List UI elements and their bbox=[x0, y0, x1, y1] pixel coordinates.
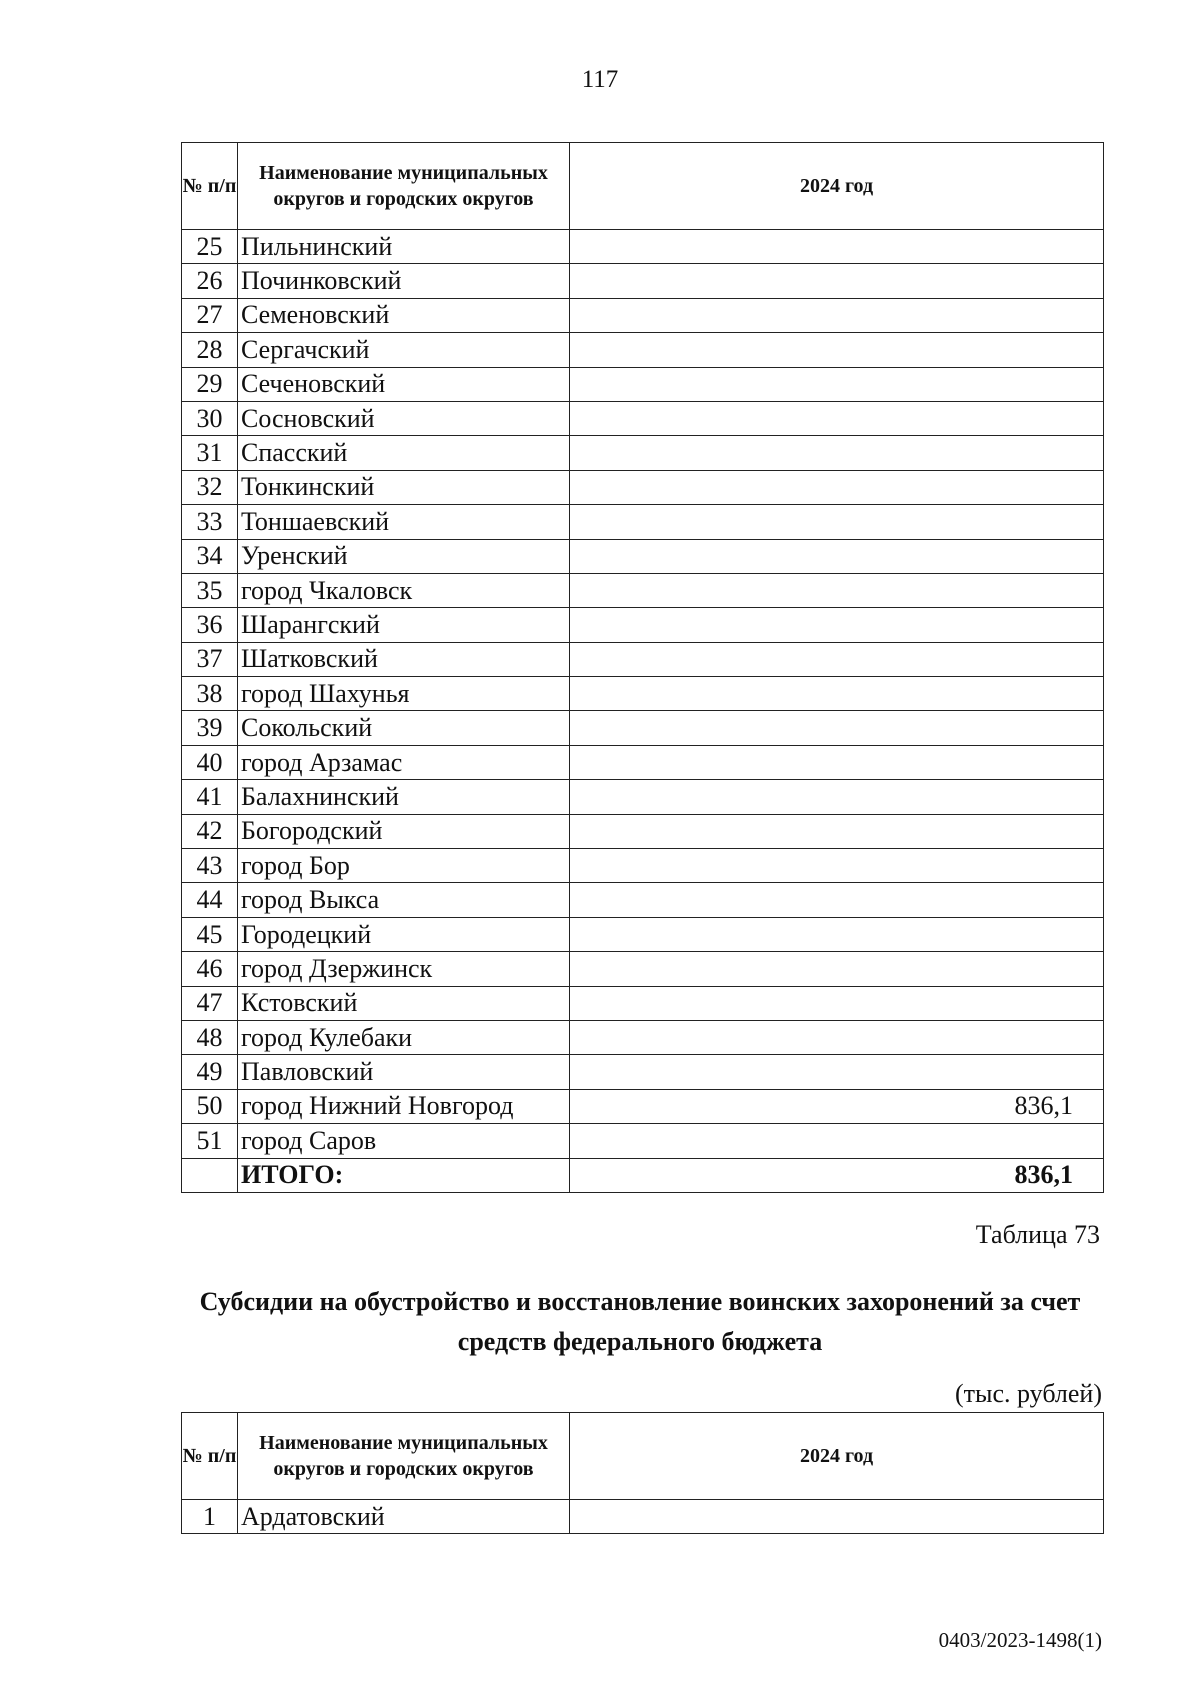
row-number: 33 bbox=[182, 505, 238, 539]
total-value: 836,1 bbox=[570, 1158, 1104, 1192]
row-value bbox=[570, 849, 1104, 883]
table-row bbox=[182, 849, 1104, 883]
row-value bbox=[570, 401, 1104, 435]
row-district-name: Сеченовский bbox=[238, 367, 570, 401]
row-district-name: город Дзержинск bbox=[238, 952, 570, 986]
row-number: 36 bbox=[182, 608, 238, 642]
header-name: Наименование муниципальных округов и городских округов bbox=[238, 1413, 570, 1500]
table-row bbox=[182, 814, 1104, 848]
row-value bbox=[570, 367, 1104, 401]
row-number: 50 bbox=[182, 1089, 238, 1123]
table-row bbox=[182, 677, 1104, 711]
row-number: 51 bbox=[182, 1124, 238, 1158]
total-label: ИТОГО: bbox=[238, 1158, 570, 1192]
row-number: 42 bbox=[182, 814, 238, 848]
table-label: Таблица 73 bbox=[975, 1220, 1100, 1249]
document-code: 0403/2023-1498(1) bbox=[938, 1628, 1102, 1652]
row-value bbox=[570, 470, 1104, 504]
row-value bbox=[570, 298, 1104, 332]
row-value bbox=[570, 333, 1104, 367]
table-row bbox=[182, 642, 1104, 676]
row-district-name: Богородский bbox=[238, 814, 570, 848]
header-year: 2024 год bbox=[570, 143, 1104, 230]
table-row bbox=[182, 539, 1104, 573]
header-name: Наименование муниципальных округов и городских округов bbox=[238, 143, 570, 230]
header-num: № п/п bbox=[182, 143, 238, 230]
row-district-name: город Арзамас bbox=[238, 745, 570, 779]
table-row bbox=[182, 264, 1104, 298]
row-district-name: Шарангский bbox=[238, 608, 570, 642]
row-number: 38 bbox=[182, 677, 238, 711]
row-number: 40 bbox=[182, 745, 238, 779]
row-district-name: Балахнинский bbox=[238, 780, 570, 814]
table-header-row bbox=[182, 143, 1104, 230]
table-row bbox=[182, 780, 1104, 814]
row-number: 39 bbox=[182, 711, 238, 745]
table-row bbox=[182, 1500, 1104, 1534]
row-number: 35 bbox=[182, 573, 238, 607]
table-row bbox=[182, 401, 1104, 435]
row-number: 49 bbox=[182, 1055, 238, 1089]
row-value bbox=[570, 677, 1104, 711]
row-district-name: Починковский bbox=[238, 264, 570, 298]
row-number: 46 bbox=[182, 952, 238, 986]
table-row bbox=[182, 986, 1104, 1020]
row-value bbox=[570, 883, 1104, 917]
table-row bbox=[182, 505, 1104, 539]
row-district-name: город Шахунья bbox=[238, 677, 570, 711]
table-row bbox=[182, 883, 1104, 917]
row-value bbox=[570, 986, 1104, 1020]
table-row bbox=[182, 1124, 1104, 1158]
row-value bbox=[570, 436, 1104, 470]
row-value bbox=[570, 642, 1104, 676]
row-number: 34 bbox=[182, 539, 238, 573]
table-row bbox=[182, 298, 1104, 332]
row-value bbox=[570, 230, 1104, 264]
header-year: 2024 год bbox=[570, 1413, 1104, 1500]
row-number: 30 bbox=[182, 401, 238, 435]
row-value bbox=[570, 780, 1104, 814]
table-row bbox=[182, 436, 1104, 470]
row-district-name: город Выкса bbox=[238, 883, 570, 917]
row-number: 31 bbox=[182, 436, 238, 470]
row-value bbox=[570, 1124, 1104, 1158]
row-value bbox=[570, 573, 1104, 607]
row-district-name: Спасский bbox=[238, 436, 570, 470]
row-value bbox=[570, 608, 1104, 642]
row-district-name: Павловский bbox=[238, 1055, 570, 1089]
total-row bbox=[182, 1158, 1104, 1192]
row-value bbox=[570, 814, 1104, 848]
table-row bbox=[182, 1089, 1104, 1123]
row-number: 41 bbox=[182, 780, 238, 814]
row-number: 47 bbox=[182, 986, 238, 1020]
row-district-name: Тоншаевский bbox=[238, 505, 570, 539]
table-row bbox=[182, 745, 1104, 779]
table-row bbox=[182, 1055, 1104, 1089]
row-district-name: город Чкаловск bbox=[238, 573, 570, 607]
row-district-name: город Бор bbox=[238, 849, 570, 883]
table-row bbox=[182, 952, 1104, 986]
row-value bbox=[570, 539, 1104, 573]
row-value: 836,1 bbox=[570, 1089, 1104, 1123]
table-row bbox=[182, 230, 1104, 264]
row-number: 48 bbox=[182, 1020, 238, 1054]
row-number: 32 bbox=[182, 470, 238, 504]
row-number: 43 bbox=[182, 849, 238, 883]
table-header-row bbox=[182, 1413, 1104, 1500]
table-row bbox=[182, 333, 1104, 367]
subsidy-table-continued bbox=[181, 142, 1104, 1193]
row-value bbox=[570, 952, 1104, 986]
row-value bbox=[570, 1020, 1104, 1054]
row-value bbox=[570, 1500, 1104, 1534]
row-district-name: Пильнинский bbox=[238, 230, 570, 264]
row-district-name: город Кулебаки bbox=[238, 1020, 570, 1054]
row-value bbox=[570, 917, 1104, 951]
table-row bbox=[182, 470, 1104, 504]
row-district-name: Сосновский bbox=[238, 401, 570, 435]
row-number: 28 bbox=[182, 333, 238, 367]
row-district-name: город Саров bbox=[238, 1124, 570, 1158]
table-row bbox=[182, 711, 1104, 745]
row-district-name: Сергачский bbox=[238, 333, 570, 367]
page-number: 117 bbox=[581, 66, 619, 93]
row-number: 1 bbox=[182, 1500, 238, 1534]
row-number: 44 bbox=[182, 883, 238, 917]
table-row bbox=[182, 367, 1104, 401]
row-value bbox=[570, 711, 1104, 745]
subsidy-table-73 bbox=[181, 1412, 1104, 1534]
row-number: 25 bbox=[182, 230, 238, 264]
row-district-name: Городецкий bbox=[238, 917, 570, 951]
row-district-name: Сокольский bbox=[238, 711, 570, 745]
row-number: 27 bbox=[182, 298, 238, 332]
row-value bbox=[570, 1055, 1104, 1089]
row-district-name: Кстовский bbox=[238, 986, 570, 1020]
table-row bbox=[182, 917, 1104, 951]
header-num: № п/п bbox=[182, 1413, 238, 1500]
row-value bbox=[570, 745, 1104, 779]
row-number: 45 bbox=[182, 917, 238, 951]
row-district-name: Семеновский bbox=[238, 298, 570, 332]
row-number: 26 bbox=[182, 264, 238, 298]
section-title: Субсидии на обустройство и восстановление воинских захоронений за счет средств федерального бюджета bbox=[199, 1287, 1081, 1356]
units-label: (тыс. рублей) bbox=[954, 1379, 1102, 1408]
row-district-name: Уренский bbox=[238, 539, 570, 573]
row-district-name: Ардатовский bbox=[238, 1500, 570, 1534]
row-number: 29 bbox=[182, 367, 238, 401]
row-district-name: Шатковский bbox=[238, 642, 570, 676]
row-number: 37 bbox=[182, 642, 238, 676]
row-district-name: Тонкинский bbox=[238, 470, 570, 504]
table-row bbox=[182, 1020, 1104, 1054]
row-value bbox=[570, 264, 1104, 298]
table-row bbox=[182, 608, 1104, 642]
row-value bbox=[570, 505, 1104, 539]
row-district-name: город Нижний Новгород bbox=[238, 1089, 570, 1123]
total-num-cell bbox=[182, 1158, 238, 1192]
table-row bbox=[182, 573, 1104, 607]
